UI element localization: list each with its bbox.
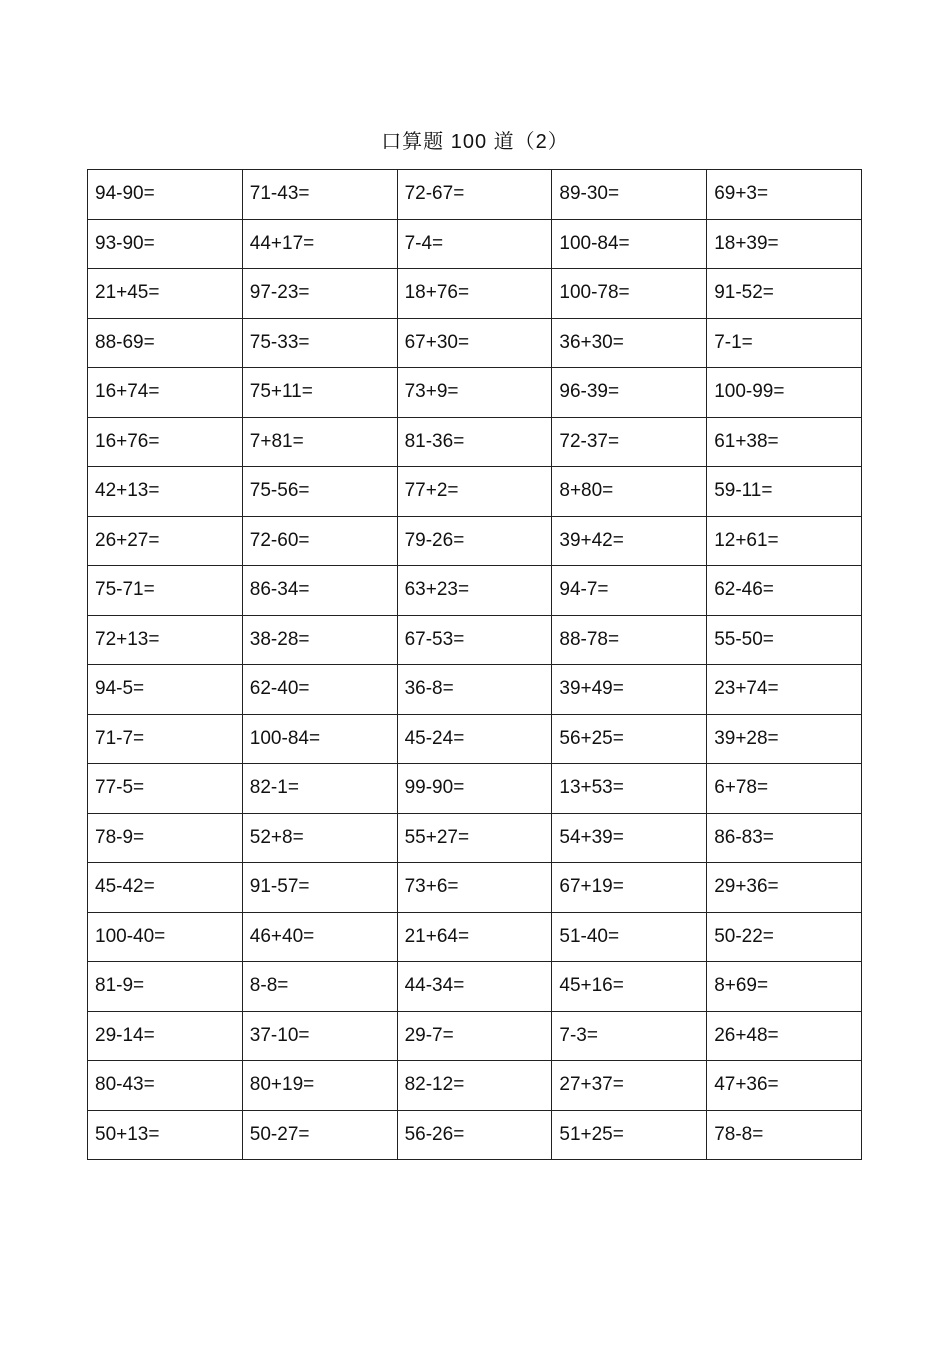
problem-cell: 67+30=: [397, 318, 552, 368]
problem-cell: 7-1=: [707, 318, 862, 368]
problem-cell: 71-43=: [242, 170, 397, 220]
problem-cell: 46+40=: [242, 912, 397, 962]
problem-row: [88, 1011, 862, 1061]
problem-cell: 80-43=: [88, 1061, 243, 1111]
problem-cell: 51-40=: [552, 912, 707, 962]
problem-row: [88, 912, 862, 962]
problem-cell: 81-9=: [88, 962, 243, 1012]
problem-cell: 16+74=: [88, 368, 243, 418]
problem-cell: 62-40=: [242, 665, 397, 715]
problem-cell: 69+3=: [707, 170, 862, 220]
problem-cell: 13+53=: [552, 764, 707, 814]
problem-cell: 7-4=: [397, 219, 552, 269]
problem-cell: 89-30=: [552, 170, 707, 220]
problem-cell: 50-22=: [707, 912, 862, 962]
problem-cell: 38-28=: [242, 615, 397, 665]
problem-cell: 55-50=: [707, 615, 862, 665]
problem-cell: 56+25=: [552, 714, 707, 764]
problem-cell: 67-53=: [397, 615, 552, 665]
problem-cell: 50+13=: [88, 1110, 243, 1160]
problem-cell: 72-67=: [397, 170, 552, 220]
problem-cell: 67+19=: [552, 863, 707, 913]
problem-cell: 75-71=: [88, 566, 243, 616]
problem-cell: 21+45=: [88, 269, 243, 319]
problem-cell: 73+6=: [397, 863, 552, 913]
problem-cell: 93-90=: [88, 219, 243, 269]
problem-cell: 100-78=: [552, 269, 707, 319]
problem-cell: 91-57=: [242, 863, 397, 913]
problem-row: [88, 219, 862, 269]
problem-row: [88, 467, 862, 517]
problem-cell: 8+80=: [552, 467, 707, 517]
problem-cell: 39+28=: [707, 714, 862, 764]
problem-cell: 26+27=: [88, 516, 243, 566]
problem-cell: 8-8=: [242, 962, 397, 1012]
problem-cell: 75+11=: [242, 368, 397, 418]
problem-cell: 16+76=: [88, 417, 243, 467]
problem-cell: 45-42=: [88, 863, 243, 913]
problem-row: [88, 269, 862, 319]
problem-cell: 18+39=: [707, 219, 862, 269]
problem-row: [88, 417, 862, 467]
problem-cell: 86-34=: [242, 566, 397, 616]
problem-cell: 54+39=: [552, 813, 707, 863]
problem-cell: 29+36=: [707, 863, 862, 913]
problem-cell: 86-83=: [707, 813, 862, 863]
problem-row: [88, 962, 862, 1012]
problem-cell: 80+19=: [242, 1061, 397, 1111]
problem-cell: 100-40=: [88, 912, 243, 962]
problem-cell: 91-52=: [707, 269, 862, 319]
problem-cell: 63+23=: [397, 566, 552, 616]
problem-cell: 100-84=: [552, 219, 707, 269]
problem-cell: 45+16=: [552, 962, 707, 1012]
problem-row: [88, 665, 862, 715]
problem-cell: 44+17=: [242, 219, 397, 269]
problem-cell: 94-7=: [552, 566, 707, 616]
problem-row: [88, 615, 862, 665]
problem-cell: 79-26=: [397, 516, 552, 566]
problem-cell: 52+8=: [242, 813, 397, 863]
problem-cell: 100-99=: [707, 368, 862, 418]
problem-cell: 50-27=: [242, 1110, 397, 1160]
problem-cell: 96-39=: [552, 368, 707, 418]
problem-cell: 72-60=: [242, 516, 397, 566]
problem-row: [88, 764, 862, 814]
problem-cell: 56-26=: [397, 1110, 552, 1160]
problem-cell: 39+49=: [552, 665, 707, 715]
problem-cell: 21+64=: [397, 912, 552, 962]
problem-cell: 97-23=: [242, 269, 397, 319]
problem-cell: 88-78=: [552, 615, 707, 665]
arithmetic-problem-table: [87, 169, 862, 1160]
problem-cell: 12+61=: [707, 516, 862, 566]
problem-cell: 71-7=: [88, 714, 243, 764]
problem-cell: 78-8=: [707, 1110, 862, 1160]
problem-cell: 44-34=: [397, 962, 552, 1012]
problem-row: [88, 368, 862, 418]
problem-cell: 88-69=: [88, 318, 243, 368]
problem-cell: 27+37=: [552, 1061, 707, 1111]
problem-cell: 81-36=: [397, 417, 552, 467]
problem-cell: 73+9=: [397, 368, 552, 418]
problem-cell: 72+13=: [88, 615, 243, 665]
problem-cell: 7-3=: [552, 1011, 707, 1061]
problem-cell: 47+36=: [707, 1061, 862, 1111]
problem-cell: 94-90=: [88, 170, 243, 220]
problem-cell: 99-90=: [397, 764, 552, 814]
problem-row: [88, 714, 862, 764]
problem-cell: 55+27=: [397, 813, 552, 863]
problem-row: [88, 813, 862, 863]
problem-cell: 7+81=: [242, 417, 397, 467]
problem-cell: 29-7=: [397, 1011, 552, 1061]
problem-cell: 6+78=: [707, 764, 862, 814]
problem-cell: 75-56=: [242, 467, 397, 517]
problem-cell: 62-46=: [707, 566, 862, 616]
problem-cell: 77-5=: [88, 764, 243, 814]
problem-cell: 77+2=: [397, 467, 552, 517]
problem-cell: 39+42=: [552, 516, 707, 566]
page-title: 口算题 100 道（2）: [381, 131, 569, 153]
problem-table-body: [88, 170, 862, 1160]
problem-row: [88, 863, 862, 913]
problem-cell: 61+38=: [707, 417, 862, 467]
problem-cell: 82-12=: [397, 1061, 552, 1111]
problem-row: [88, 566, 862, 616]
problem-row: [88, 516, 862, 566]
problem-cell: 26+48=: [707, 1011, 862, 1061]
problem-row: [88, 318, 862, 368]
problem-cell: 37-10=: [242, 1011, 397, 1061]
problem-cell: 51+25=: [552, 1110, 707, 1160]
problem-cell: 72-37=: [552, 417, 707, 467]
problem-row: [88, 170, 862, 220]
problem-row: [88, 1110, 862, 1160]
problem-cell: 29-14=: [88, 1011, 243, 1061]
problem-cell: 42+13=: [88, 467, 243, 517]
problem-cell: 59-11=: [707, 467, 862, 517]
problem-cell: 36+30=: [552, 318, 707, 368]
problem-cell: 78-9=: [88, 813, 243, 863]
problem-row: [88, 1061, 862, 1111]
problem-cell: 94-5=: [88, 665, 243, 715]
problem-cell: 36-8=: [397, 665, 552, 715]
problem-cell: 45-24=: [397, 714, 552, 764]
problem-cell: 100-84=: [242, 714, 397, 764]
problem-cell: 8+69=: [707, 962, 862, 1012]
problem-cell: 18+76=: [397, 269, 552, 319]
problem-cell: 75-33=: [242, 318, 397, 368]
problem-cell: 82-1=: [242, 764, 397, 814]
problem-cell: 23+74=: [707, 665, 862, 715]
